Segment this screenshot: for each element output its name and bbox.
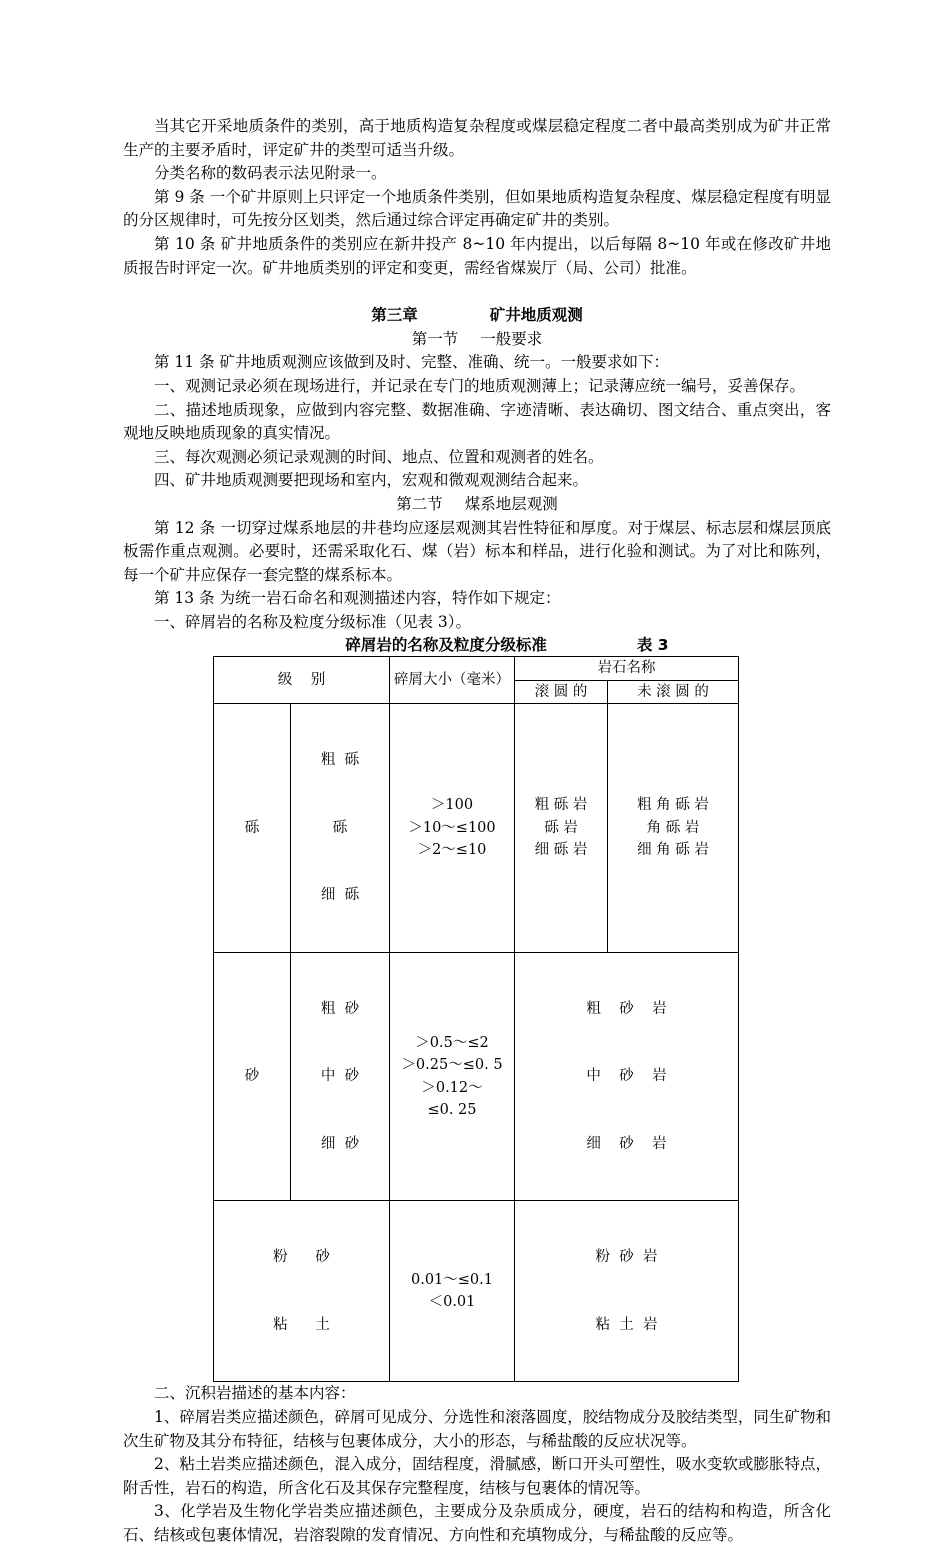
sand-subclasses [291,952,390,1201]
fine-size: ＜0.01 [428,1294,476,1311]
fine-names [515,1201,739,1382]
sand-sub: 细 砂 [320,1135,360,1152]
sand-size: ≤0. 25 [427,1102,477,1119]
fine-rock-name: 粘 土 岩 [595,1316,658,1333]
gravel-sub: 砾 [332,819,348,836]
table-label: 表 3 [636,636,669,655]
section-number: 第一节 [411,329,459,348]
sand-sizes [390,952,515,1201]
gravel-sizes [390,704,515,953]
paragraph: 一、碎屑岩的名称及粒度分级标准（见表 3）。 [154,612,472,631]
sand-sub: 中 砂 [320,1068,360,1085]
header-rounded: 滚 圆 的 [515,680,608,704]
table-header-row [214,657,739,681]
paragraph: 第 10 条 矿井地质条件的类别应在新井投产 8~10 年内提出，以后每隔 8~10 年或在修改矿井地质报告时评定一次。矿井地质类别的评定和变更，需经省煤炭厅（局、公司）批准。 [123,234,831,277]
fine-class: 粘 土 [273,1316,330,1333]
table-row-sand [214,952,739,1201]
header-rock-name: 岩石名称 [515,657,739,681]
sand-size: ＞0.5～≤2 [415,1034,489,1051]
chapter-heading [123,304,831,328]
gravel-unrounded-name: 粗 角 砾 岩 [637,797,709,814]
table-row-fine [214,1201,739,1382]
header-unrounded: 未 滚 圆 的 [608,680,739,704]
table-caption [183,634,831,656]
gravel-unrounded [608,704,739,953]
section-heading-1 [123,328,831,352]
table-row-gravel [214,704,739,953]
gravel-unrounded-name: 角 砾 岩 [646,819,700,836]
table-title: 碎屑岩的名称及粒度分级标准 [345,636,547,655]
spacer [123,280,831,304]
chapter-number: 第三章 [371,306,418,325]
gravel-rounded [515,704,608,953]
paragraph: 二、沉积岩描述的基本内容： [154,1384,356,1403]
header-grade: 级 别 [214,657,390,704]
paragraph: 第 12 条 一切穿过煤系地层的井巷均应逐层观测其岩性特征和厚度。对于煤层、标志层和煤层顶底板需作重点观测。必要时，还需采取化石、煤（岩）标本和样品，进行化验和测试。为了对比和陈列，每一个矿井应保存一套完整的煤系标本。 [123,518,831,584]
gravel-size: ＞10～≤100 [408,819,496,836]
gravel-rounded-name: 砾 岩 [544,819,578,836]
section-title: 煤系地层观测 [464,494,558,513]
gravel-sub: 细 砾 [320,887,360,904]
fine-class: 粉 砂 [273,1249,330,1266]
paragraph: 第 9 条 一个矿井原则上只评定一个地质条件类别，但如果地质构造复杂程度、煤层稳定程度有明显的分区规律时，可先按分区划类，然后通过综合评定再确定矿井的类别。 [123,187,831,230]
gravel-rounded-name: 粗 砾 岩 [534,797,588,814]
paragraph: 四、矿井地质观测要把现场和室内，宏观和微观观测结合起来。 [154,471,589,490]
gravel-size: ＞100 [430,797,474,814]
paragraph: 3、化学岩及生物化学岩类应描述颜色，主要成分及杂质成分，硬度，岩石的结构和构造，所含化石、结核或包裹体情况，岩溶裂隙的发育情况、方向性和充填物成分，与稀盐酸的反应等。 [123,1502,831,1545]
sand-size: ＞0.25～≤0. 5 [401,1057,503,1074]
paragraph: 1、碎屑岩类应描述颜色，碎屑可见成分、分选性和滚落圆度，胶结物成分及胶结类型，同生矿物和次生矿物及其分布特征，结核与包裹体成分，大小的形态，与稀盐酸的反应状况等。 [123,1408,831,1450]
chapter-title: 矿井地质观测 [489,306,583,325]
section-heading-2 [123,493,831,517]
grain-size-table [213,656,739,1382]
paragraph: 第 13 条 为统一岩石命名和观测描述内容，特作如下规定： [154,589,561,608]
header-size: 碎屑大小（毫米） [390,657,515,704]
section-number: 第二节 [396,494,443,513]
sand-sub: 粗 砂 [320,1000,360,1017]
fine-sizes [390,1201,515,1382]
gravel-size: ＞2～≤10 [417,842,487,859]
paragraph: 分类名称的数码表示法见附录一。 [154,164,387,183]
paragraph: 一、观测记录必须在现场进行，并记录在专门的地质观测薄上；记录薄应统一编号，妥善保存。 [154,376,806,395]
paragraph: 当其它开采地质条件的类别，高于地质构造复杂程度或煤层稳定程度二者中最高类别成为矿井正常生产的主要矛盾时，评定矿井的类型可适当升级。 [123,117,831,159]
gravel-class: 砾 [214,704,291,953]
gravel-unrounded-name: 细 角 砾 岩 [637,842,709,859]
paragraph: 2、粘土岩类应描述颜色，混入成分，固结程度，滑腻感，断口开头可塑性，吸水变软或膨胀特点，附舌性，岩石的构造，所含化石及其保存完整程度，结核与包裹体的情况等。 [123,1455,831,1497]
sand-names [515,952,739,1201]
paragraph: 二、描述地质现象，应做到内容完整、数据准确、字迹清晰、表达确切、图文结合、重点突出，客观地反映地质现象的真实情况。 [123,400,831,443]
paragraph: 三、每次观测必须记录观测的时间、地点、位置和观测者的姓名。 [154,447,604,466]
gravel-rounded-name: 细 砾 岩 [534,842,588,859]
sand-rock-name: 粗 砂 岩 [586,1000,667,1017]
fine-rock-name: 粉 砂 岩 [595,1249,658,1266]
document-page [123,115,831,1548]
sand-size: ＞0.12～ [421,1079,483,1096]
section-title: 一般要求 [480,329,543,348]
sand-rock-name: 中 砂 岩 [586,1068,667,1085]
fine-size: 0.01～≤0.1 [411,1271,493,1288]
gravel-subclasses [291,704,390,953]
paragraph: 第 11 条 矿井地质观测应该做到及时、完整、准确、统一。一般要求如下： [154,353,670,372]
fine-classes [214,1201,390,1382]
sand-rock-name: 细 砂 岩 [586,1135,667,1152]
sand-class: 砂 [214,952,291,1201]
gravel-sub: 粗 砾 [320,752,360,769]
